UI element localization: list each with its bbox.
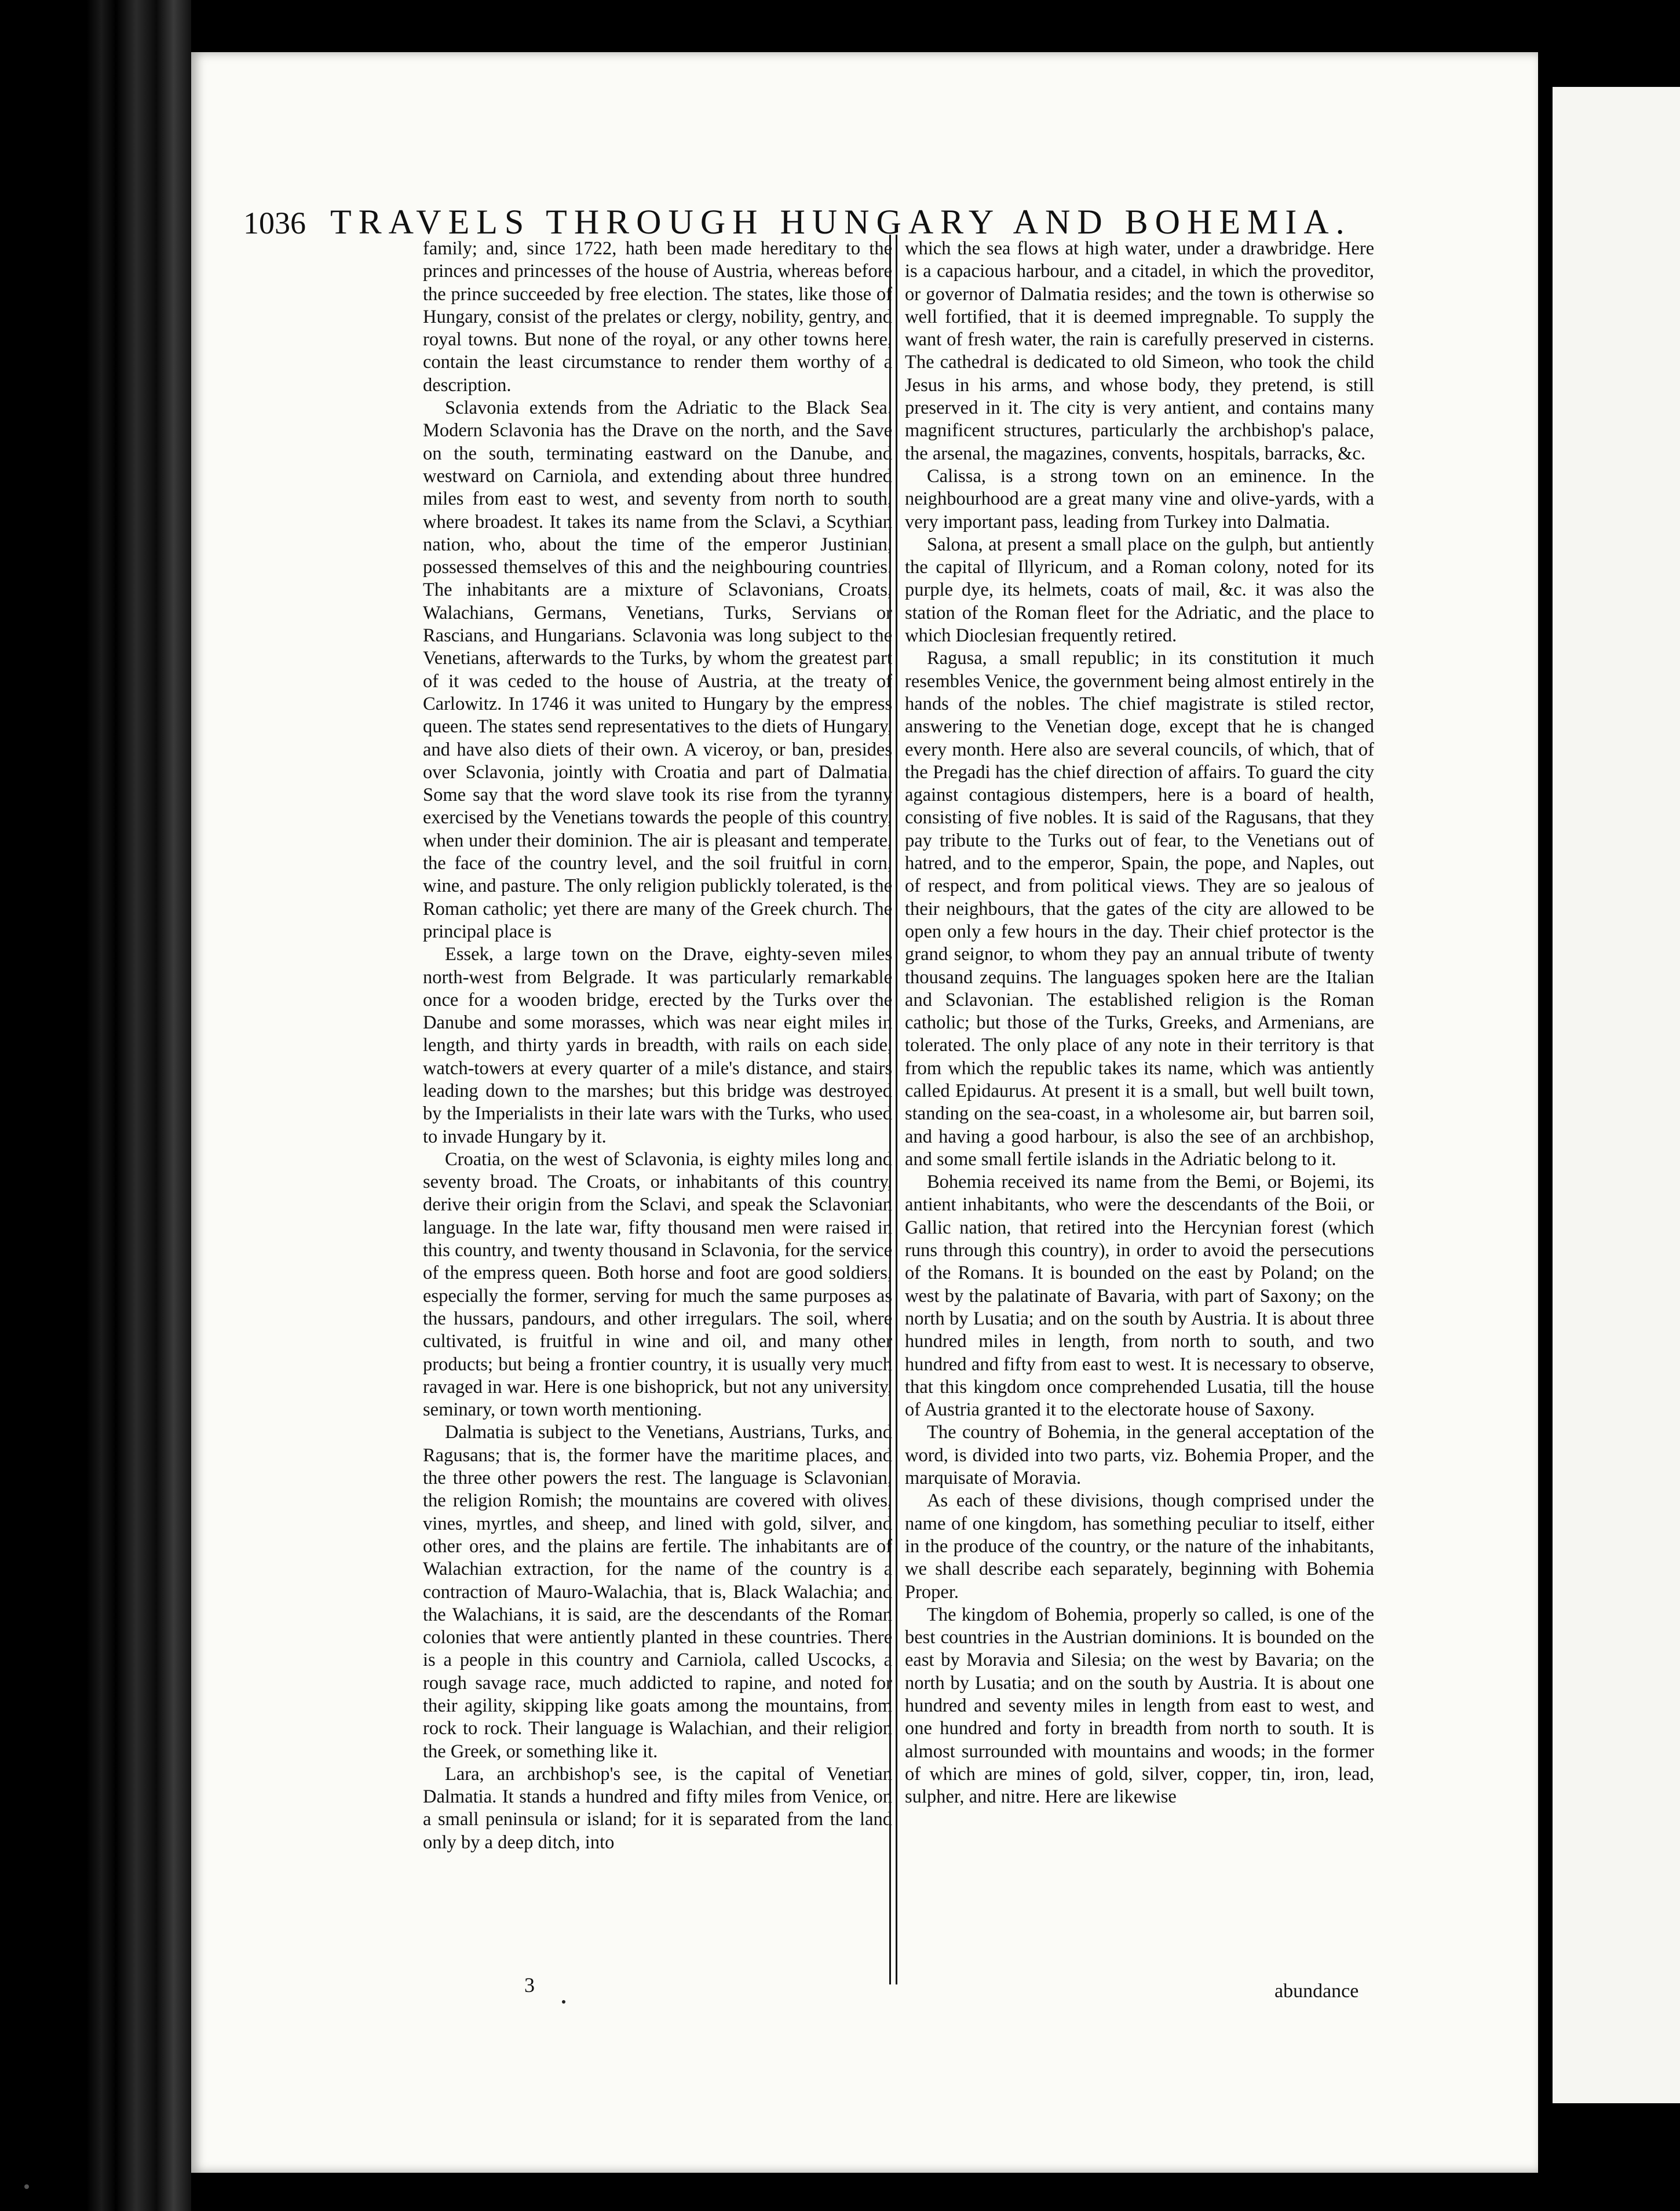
paragraph: The kingdom of Bohemia, properly so called, is one of the best countries in the Austrian dominions. It is bounded on the east by Moravia and Silesia; on the west by Bavaria; on the north by Lusatia; and on the south by Austria. It is about one hundred and seventy miles in length from east to west, and one hundred and forty in breadth from north to south. It is almost surrounded with mountains and woods; in the former of which are mines of gold, silver, copper, tin, iron, lead, sulpher, and nitre. Here are likewise [905,1604,1374,1808]
paragraph: Dalmatia is subject to the Venetians, Austrians, Turks, and Ragusans; that is, the former have the maritime places, and the three other powers the rest. The language is Sclavonian, the religion Romish; the mountains are covered with olives, vines, myrtles, and sheep, and lined with gold, silver, and other ores, and the plains are fertile. The inhabitants are of Walachian extraction, for the name of the country is a contraction of Mauro-Walachia, that is, Black Walachia; and the Walachians, it is said, are the descendants of the Roman colonies that were antiently planted in these countries. There is a people in this country and Carniola, called Uscocks, a rough savage race, much addicted to rapine, and noted for their agility, skipping like goats among the mountains, from rock to rock. Their language is Walachian, and their religion the Greek, or something like it. [423,1422,892,1762]
paragraph: Croatia, on the west of Sclavonia, is eighty miles long and seventy broad. The Croats, or inhabitants of this country, derive their origin from the Sclavi, and speak the Sclavonian language. In the late war, fifty thousand men were raised in this country, and twenty thousand in Sclavonia, for the service of the empress queen. Both horse and foot are good soldiers, especially the former, serving for much the same purposes as the hussars, pandours, and other irregulars. The soil, where cultivated, is fruitful in wine and oil, and many other products; but being a frontier country, it is usually very much ravaged in war. Here is one bishoprick, but not any university, seminary, or town worth mentioning. [423,1148,892,1421]
paragraph: which the sea flows at high water, under a drawbridge. Here is a capacious harbour, and a citadel, in which the proveditor, or governor of Dalmatia resides; and the town is otherwise so well fortified, that it is deemed impregnable. To supply the want of fresh water, the rain is carefully preserved in cisterns. The cathedral is dedicated to old Simeon, who took the child Jesus in his arms, and whose body, they pretend, is still preserved in it. The city is very antient, and contains many magnificent structures, particularly the archbishop's palace, the arsenal, the magazines, convents, hospitals, barracks, &c. [905,238,1374,464]
right-column [905,238,1374,1976]
paragraph: Ragusa, a small republic; in its constitution it much resembles Venice, the government being almost entirely in the hands of the nobles. The chief magistrate is stiled rector, answering to the Venetian doge, except that he is changed every month. Here also are several councils, of which, that of the Pregadi has the chief direction of affairs. To guard the city against contagious distempers, here is a board of health, consisting of five nobles. It is said of the Ragusans, that they pay tribute to the Turks out of fear, to the Venetians out of hatred, and to the emperor, Spain, the pope, and Naples, out of respect, and from political views. They are so jealous of their neighbours, that the gates of the city are allowed to be open only a few hours in the day. Their chief protector is the grand seignor, to whom they pay an annual tribute of twenty thousand zequins. The languages spoken here are the Italian and Sclavonian. The established religion is the Roman catholic; but those of the Turks, Greeks, and Armenians, are tolerated. The only place of any note in their territory is that from which the republic takes its name, which was antiently called Epidaurus. At present it is a small, but well built town, standing on the sea-coast, in a wholesome air, but barren soil, and having a good harbour, is also the see of an archbishop, and some small fertile islands in the Adriatic belong to it. [905,648,1374,1170]
facing-page-edge [1553,87,1680,2103]
running-title: TRAVELS THROUGH HUNGARY AND BOHEMIA. [330,203,1352,241]
left-column [423,238,892,1976]
paragraph: The country of Bohemia, in the general acceptation of the word, is divided into two parts, viz. Bohemia Proper, and the marquisate of Moravia. [905,1422,1374,1489]
paragraph: Calissa, is a strong town on an eminence. In the neighbourhood are a great many vine and olive-yards, with a very important pass, leading from Turkey into Dalmatia. [905,465,1374,532]
paragraph: Lara, an archbishop's see, is the capital of Venetian Dalmatia. It stands a hundred and fifty miles from Venice, on a small peninsula or island; for it is separated from the land only by a deep ditch, into [423,1763,892,1853]
column-rule [889,235,897,1984]
page-gap [1538,52,1553,2173]
scan-binding-edge [0,0,191,2211]
paragraph: Bohemia received its name from the Bemi, or Bojemi, its antient inhabitants, who were the descendants of the Boii, or Gallic nation, that retired into the Hercynian forest (which runs through this country), in order to avoid the persecutions of the Romans. It is bounded on the east by Poland; on the west by the palatinate of Bavaria, with part of Saxony; on the north by Lusatia; and on the south by Austria. It is about three hundred miles in length, from north to south, and two hundred and fifty from east to west. It is necessary to observe, that this kingdom once comprehended Lusatia, till the house of Austria granted it to the electorate house of Saxony. [905,1172,1374,1421]
paragraph: As each of these divisions, though comprised under the name of one kingdom, has something peculiar to itself, either in the produce of the country, or the nature of the inhabitants, we shall describe each separately, beginning with Bohemia Proper. [905,1490,1374,1603]
ink-speck [562,2000,565,2004]
signature-mark: 3 [524,1973,535,1997]
paragraph: Essek, a large town on the Drave, eighty-seven miles north-west from Belgrade. It was particularly remarkable once for a wooden bridge, erected by the Turks over the Danube and some morasses, which was near eight miles in length, and thirty yards in breadth, with rails on each side, watch-towers at every quarter of a mile's distance, and stairs leading down to the marshes; but this bridge was destroyed by the Imperialists in their late wars with the Turks, who used to invade Hungary by it. [423,944,892,1147]
paragraph: family; and, since 1722, hath been made hereditary to the princes and princesses of the house of Austria, whereas before the prince succeeded by free election. The states, like those of Hungary, consist of the prelates or clergy, nobility, gentry, and royal towns. But none of the royal, or any other towns here, contain the least circumstance to render them worthy of a description. [423,238,892,396]
scan-speck [24,2184,29,2189]
paragraph: Sclavonia extends from the Adriatic to the Black Sea. Modern Sclavonia has the Drave on the north, and the Save on the south, terminating eastward on the Danube, and westward on Carniola, and extending about three hundred miles from east to west, and seventy from north to south, where broadest. It takes its name from the Sclavi, a Scythian nation, who, about the time of the emperor Justinian, possessed themselves of this and the neighbouring countries. The inhabitants are a mixture of Sclavonians, Croats, Walachians, Germans, Venetians, Turks, Servians or Rascians, and Hungarians. Sclavonia was long subject to the Venetians, afterwards to the Turks, by whom the greatest part of it was ceded to the house of Austria, at the treaty of Carlowitz. In 1746 it was united to Hungary by the empress queen. The states send representatives to the diets of Hungary, and have also diets of their own. A viceroy, or ban, presides over Sclavonia, jointly with Croatia and part of Dalmatia. Some say that the word slave took its rise from the tyranny exercised by the Venetians towards the people of this country, when under their dominion. The air is pleasant and temperate, the face of the country level, and the soil fruitful in corn, wine, and pasture. The only religion publickly tolerated, is the Roman catholic; yet there are many of the Greek church. The principal place is [423,397,892,942]
page-number: 1036 [243,206,306,240]
paragraph: Salona, at present a small place on the gulph, but antiently the capital of Illyricum, and a Roman colony, noted for its purple dye, its helmets, coats of mail, &c. it was also the station of the Roman fleet for the Adriatic, and the place to which Dioclesian frequently retired. [905,534,1374,647]
catchword: abundance [1274,1980,1359,2002]
